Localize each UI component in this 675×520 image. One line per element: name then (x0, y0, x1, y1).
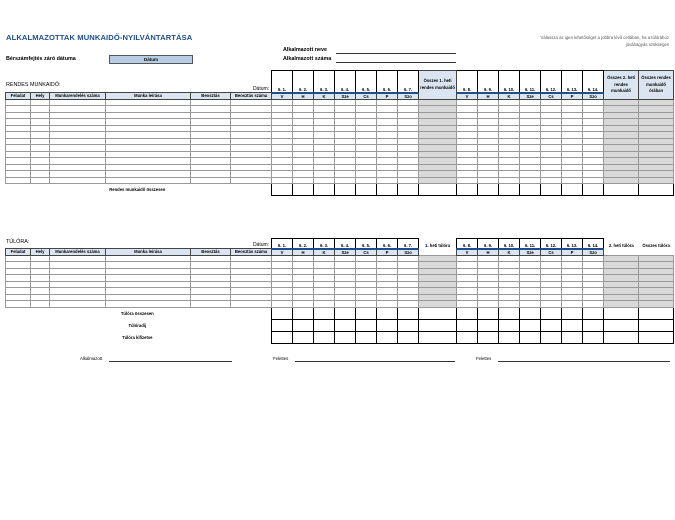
overtime-summary-cell[interactable] (541, 319, 562, 331)
overtime-date-w2-4: 6. 12. (541, 239, 562, 249)
overtime-summary-cell[interactable] (604, 319, 639, 331)
overtime-week2-total-header: 2. heti túlóra (608, 243, 634, 249)
overtime-day-w2-0: V (457, 249, 478, 256)
overtime-summary-cell[interactable] (639, 319, 674, 331)
overtime-summary-cell[interactable] (314, 331, 335, 343)
regular-summary-cell[interactable] (499, 184, 520, 196)
overtime-col-header-4: Beosztás (191, 249, 231, 256)
overtime-summary-cell[interactable] (562, 331, 583, 343)
regular-day-w2-0: V (457, 93, 478, 100)
regular-summary-cell[interactable] (398, 184, 419, 196)
overtime-summary-cell[interactable] (562, 319, 583, 331)
regular-col-header-5: Beosztás száma (231, 93, 272, 100)
regular-day-w2-5: P (562, 93, 583, 100)
overtime-summary-cell[interactable] (272, 331, 293, 343)
overtime-summary-cell[interactable] (356, 331, 377, 343)
regular-date-w1-4: 6. 5. (356, 71, 377, 93)
employee-signature-line[interactable] (109, 357, 232, 362)
overtime-summary-cell[interactable] (377, 307, 398, 319)
regular-day-w2-6: Szo (583, 93, 604, 100)
overtime-summary-cell[interactable] (604, 331, 639, 343)
overtime-table (5, 238, 674, 344)
overtime-summary-cell[interactable] (499, 307, 520, 319)
regular-day-w2-4: Cs (541, 93, 562, 100)
overtime-summary-cell[interactable] (356, 307, 377, 319)
overtime-summary-cell[interactable] (419, 331, 457, 343)
regular-summary-cell[interactable] (541, 184, 562, 196)
regular-hours-table (5, 70, 674, 196)
overtime-day-w1-6: Szo (398, 249, 419, 256)
regular-summary-cell[interactable] (457, 184, 478, 196)
overtime-summary-cell[interactable] (541, 307, 562, 319)
overtime-summary-cell[interactable] (583, 307, 604, 319)
regular-day-w1-2: K (314, 93, 335, 100)
overtime-summary-cell[interactable] (398, 319, 419, 331)
overtime-date-w2-6: 6. 14. (583, 239, 604, 249)
regular-day-w1-5: P (377, 93, 398, 100)
regular-summary-cell[interactable] (639, 184, 674, 196)
overtime-summary-cell[interactable] (398, 331, 419, 343)
regular-datum-label: Dátum: (252, 86, 270, 92)
overtime-section-label: TÚLÓRA: (6, 239, 30, 245)
overtime-summary-cell[interactable] (314, 319, 335, 331)
regular-summary-cell[interactable] (478, 184, 499, 196)
overtime-day-w2-6: Szo (583, 249, 604, 256)
regular-date-w2-1: 6. 9. (478, 71, 499, 93)
regular-summary-cell[interactable] (335, 184, 356, 196)
supervisor-signature-label-2: Felettes (476, 356, 492, 361)
overtime-summary-cell[interactable] (419, 307, 457, 319)
overtime-summary-cell[interactable] (293, 307, 314, 319)
employee-number-field[interactable] (336, 56, 456, 63)
payroll-date-field[interactable]: Dátum (109, 55, 193, 64)
overtime-summary-label-0: Túlóra összesen (120, 310, 154, 316)
overtime-summary-cell[interactable] (272, 319, 293, 331)
overtime-summary-cell[interactable] (335, 307, 356, 319)
regular-grand-total-header: Összes rendes munkaidő órában (639, 71, 674, 100)
overtime-summary-cell[interactable] (335, 331, 356, 343)
overtime-summary-cell[interactable] (377, 319, 398, 331)
regular-day-w1-6: Szo (398, 93, 419, 100)
regular-day-w2-3: Sze (520, 93, 541, 100)
overtime-date-w1-2: 6. 3. (314, 239, 335, 249)
regular-summary-cell[interactable] (356, 184, 377, 196)
overtime-day-w1-3: Sze (335, 249, 356, 256)
payroll-date-label: Bérszámfejtés záró dátuma (6, 56, 76, 62)
regular-day-w1-0: V (272, 93, 293, 100)
overtime-day-w1-2: K (314, 249, 335, 256)
overtime-summary-cell[interactable] (314, 307, 335, 319)
regular-summary-cell[interactable] (520, 184, 541, 196)
regular-summary-cell[interactable] (272, 184, 293, 196)
employee-number-label: Alkalmazott száma (283, 56, 332, 62)
regular-date-w2-2: 6. 10. (499, 71, 520, 93)
overtime-summary-cell[interactable] (583, 319, 604, 331)
overtime-day-w2-5: P (562, 249, 583, 256)
regular-col-header-0: Feladat (6, 93, 31, 100)
overtime-date-w2-1: 6. 9. (478, 239, 499, 249)
overtime-col-header-5: Beosztás száma (231, 249, 272, 256)
overtime-summary-cell[interactable] (293, 331, 314, 343)
overtime-day-w1-0: V (272, 249, 293, 256)
overtime-summary-label-1: Túlóradíj (128, 322, 147, 328)
overtime-summary-cell[interactable] (478, 307, 499, 319)
regular-summary-cell[interactable] (419, 184, 457, 196)
overtime-datum-label: Dátum: (252, 242, 270, 248)
overtime-week1-total-header: 1. heti túlóra (425, 243, 451, 249)
overtime-summary-cell[interactable] (478, 331, 499, 343)
page-title: ALKALMAZOTTAK MUNKAIDŐ-NYILVÁNTARTÁSA (6, 33, 193, 42)
overtime-summary-cell[interactable] (520, 319, 541, 331)
regular-date-w2-4: 6. 12. (541, 71, 562, 93)
regular-col-header-1: Hely (31, 93, 50, 100)
overtime-day-w2-1: H (478, 249, 499, 256)
regular-summary-label-0: Rendes munkaidő összesen (109, 187, 166, 193)
regular-summary-cell[interactable] (583, 184, 604, 196)
overtime-date-w2-5: 6. 13. (562, 239, 583, 249)
regular-col-header-2: Munkarendelés száma (50, 93, 106, 100)
regular-summary-cell[interactable] (604, 184, 639, 196)
regular-day-w1-1: H (293, 93, 314, 100)
overtime-day-w1-1: H (293, 249, 314, 256)
overtime-day-w1-4: Cs (356, 249, 377, 256)
regular-date-w2-0: 6. 8. (457, 71, 478, 93)
overtime-day-w2-2: K (499, 249, 520, 256)
overtime-summary-cell[interactable] (639, 331, 674, 343)
overtime-summary-cell[interactable] (639, 307, 674, 319)
employee-signature-label: Alkalmazott (80, 356, 103, 361)
supervisor-signature-line-2[interactable] (498, 357, 670, 362)
overtime-col-header-2: Munkarendelés száma (50, 249, 106, 256)
regular-date-w1-1: 6. 2. (293, 71, 314, 93)
overtime-date-w1-0: 6. 1. (272, 239, 293, 249)
regular-day-w1-3: Sze (335, 93, 356, 100)
regular-date-w2-3: 6. 11. (520, 71, 541, 93)
regular-col-header-3: Munka leírása (106, 93, 191, 100)
regular-date-w1-6: 6. 7. (398, 71, 419, 93)
regular-summary-cell[interactable] (562, 184, 583, 196)
overtime-summary-cell[interactable] (562, 307, 583, 319)
overtime-summary-cell[interactable] (335, 319, 356, 331)
overtime-col-header-3: Munka leírása (106, 249, 191, 256)
regular-date-w1-0: 6. 1. (272, 71, 293, 93)
overtime-summary-cell[interactable] (583, 331, 604, 343)
overtime-date-w1-3: 6. 4. (335, 239, 356, 249)
overtime-summary-cell[interactable] (457, 307, 478, 319)
regular-section-label: RENDES MUNKAIDŐ: (6, 82, 61, 88)
overtime-date-w2-2: 6. 10. (499, 239, 520, 249)
overtime-date-w2-3: 6. 11. (520, 239, 541, 249)
overtime-summary-cell[interactable] (457, 331, 478, 343)
overtime-summary-cell[interactable] (356, 319, 377, 331)
overtime-col-header-0: Feladat (6, 249, 31, 256)
supervisor-signature-label-1: Felettes (273, 356, 289, 361)
regular-date-w2-5: 6. 13. (562, 71, 583, 93)
overtime-summary-cell[interactable] (419, 319, 457, 331)
overtime-summary-cell[interactable] (272, 307, 293, 319)
overtime-date-w1-5: 6. 6. (377, 239, 398, 249)
regular-week2-total-header: Összes 2. heti rendes munkaidő (604, 71, 639, 100)
overtime-date-w1-4: 6. 5. (356, 239, 377, 249)
regular-week1-total-header: Összes 1. heti rendes munkaidő (419, 71, 457, 100)
overtime-summary-cell[interactable] (604, 307, 639, 319)
overtime-date-w1-1: 6. 2. (293, 239, 314, 249)
regular-summary-cell[interactable] (377, 184, 398, 196)
regular-date-w1-2: 6. 3. (314, 71, 335, 93)
regular-day-w2-2: K (499, 93, 520, 100)
overtime-label-spacer (6, 239, 272, 249)
overtime-summary-cell[interactable] (293, 319, 314, 331)
overtime-date-w1-6: 6. 7. (398, 239, 419, 249)
overtime-day-w2-4: Cs (541, 249, 562, 256)
regular-day-w2-1: H (478, 93, 499, 100)
overtime-summary-cell[interactable] (499, 319, 520, 331)
regular-date-w1-5: 6. 6. (377, 71, 398, 93)
regular-summary-cell[interactable] (314, 184, 335, 196)
overtime-date-w2-0: 6. 8. (457, 239, 478, 249)
overtime-summary-cell[interactable] (499, 331, 520, 343)
overtime-summary-label-2: Túlóra kifizetve (122, 334, 153, 340)
approval-note: Válassza az igen lehetőséget a jobbra lévő cellában, ha a túlórához jóváhagyás szükséges (540, 35, 669, 47)
overtime-col-header-1: Hely (31, 249, 50, 256)
overtime-summary-cell[interactable] (398, 307, 419, 319)
overtime-day-w2-3: Sze (520, 249, 541, 256)
employee-name-field[interactable] (336, 47, 456, 54)
overtime-summary-cell[interactable] (520, 331, 541, 343)
overtime-summary-cell[interactable] (377, 331, 398, 343)
regular-summary-cell[interactable] (293, 184, 314, 196)
overtime-grand-total-header: Összes túlóra (642, 243, 670, 249)
overtime-summary-cell[interactable] (457, 319, 478, 331)
regular-date-w2-6: 6. 14. (583, 71, 604, 93)
overtime-summary-cell[interactable] (520, 307, 541, 319)
overtime-summary-cell[interactable] (478, 319, 499, 331)
supervisor-signature-line-1[interactable] (295, 357, 455, 362)
regular-day-w1-4: Cs (356, 93, 377, 100)
overtime-day-w1-5: P (377, 249, 398, 256)
employee-name-label: Alkalmazott neve (283, 47, 328, 53)
overtime-summary-cell[interactable] (541, 331, 562, 343)
regular-label-spacer (6, 71, 272, 93)
regular-col-header-4: Beosztás (191, 93, 231, 100)
regular-date-w1-3: 6. 4. (335, 71, 356, 93)
